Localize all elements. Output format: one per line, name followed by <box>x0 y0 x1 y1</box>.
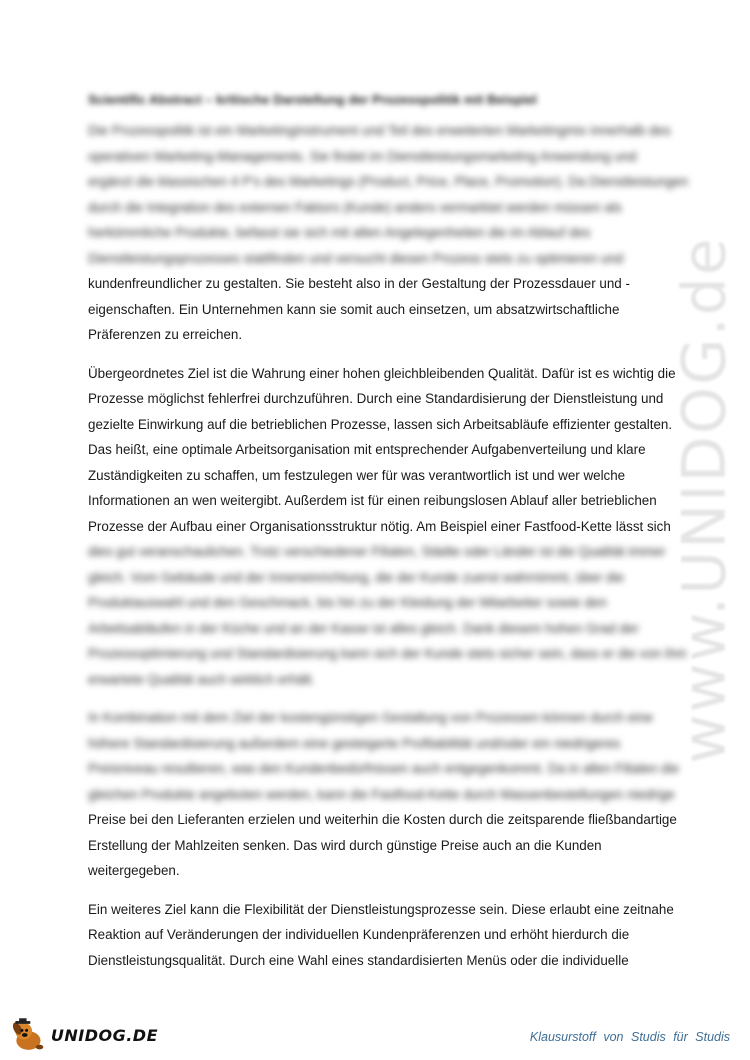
blurred-text-line: operativen Marketing-Managements. Sie findet im Dienstleistungsmarketing Anwendung und <box>88 148 637 164</box>
blurred-text-line: gleichen Produkte angeboten werden, kann die Fastfood-Kette durch Massenbestellungen niedrige <box>88 786 675 802</box>
blurred-text-line: Arbeitsabläufen in der Küche und an der Kasse ist alles gleich. Dank diesem hohen Grad der <box>88 620 639 636</box>
blurred-text-line: ergänzt die klassischen 4 P's des Marketings (Product, Price, Place, Promotion). Da Dienstleistungen <box>88 174 689 189</box>
text-line: gezielte Einwirkung auf die betrieblichen Prozesse, lassen sich Arbeitsabläufe effizienter gestalten. <box>88 416 673 432</box>
text-line: Erstellung der Mahlzeiten senken. Das wird durch günstige Preise auch an die Kunden <box>88 837 602 853</box>
text-line: Das heißt, eine optimale Arbeitsorganisation mit entsprechender Aufgabenverteilung und klare <box>88 442 646 457</box>
blurred-text-line: Prozessoptimierung und Standardisierung kann sich der Kunde stets sicher sein, dass er die von ihm <box>88 646 687 661</box>
blurred-text-line: Dienstleistungsprozesses stattfinden und versucht diesen Prozess stets zu optimieren und <box>88 250 624 266</box>
text-line: Prozesse möglichst fehlerfrei durchzuführen. Durch eine Standardisierung der Dienstleistung und <box>88 391 664 406</box>
text-line: Präferenzen zu erreichen. <box>88 327 243 342</box>
text-line: Reaktion auf Veränderungen der individuellen Kundenpräferenzen und erhöht hierdurch die <box>88 927 630 942</box>
text-line: Zuständigkeiten zu schaffen, um festzulegen wer für was verantwortlich ist und wer welche <box>88 467 626 483</box>
text-line: eigenschaften. Ein Unternehmen kann sie somit auch einsetzen, um absatzwirtschaftliche <box>88 301 620 317</box>
blurred-text-line: herkömmliche Produkte, befasst sie sich mit allen Angelegenheiten die im Ablauf des <box>88 225 591 240</box>
footer-tagline: Klausurstoff von Studis für Studis <box>529 1030 730 1044</box>
blurred-text-line: Produktauswahl und den Geschmack, bis hin zu der Kleidung der Mitarbeiter sowie den <box>88 595 607 610</box>
paragraphs-container <box>88 118 689 973</box>
logo-text: UNIDOG.DE <box>50 1025 158 1045</box>
text-line: Übergeordnetes Ziel ist die Wahrung einer hohen gleichbleibenden Qualität. Dafür ist es wichtig die <box>88 365 676 381</box>
text-line: Prozesse der Aufbau einer Organisationsstruktur nötig. Am Beispiel einer Fastfood-Kette lässt sich <box>88 518 671 534</box>
text-line: Dienstleistungsqualität. Durch eine Wahl eines standardisierten Menüs oder die individuelle <box>88 952 629 968</box>
watermark-text: www.UNIDOG.de <box>670 236 740 764</box>
blurred-text-line: dies gut veranschaulichen. Trotz verschiedener Filialen, Städte oder Länder ist die Qualität immer <box>88 544 666 559</box>
watermark <box>665 236 745 764</box>
blurred-text-line: Preisniveau resultieren, was den Kundenbedürfnissen auch entgegenkommt. Da in allen Filialen die <box>88 761 680 776</box>
text-line: kundenfreundlicher zu gestalten. Sie besteht also in der Gestaltung der Prozessdauer und - <box>88 276 630 291</box>
paragraph <box>88 118 689 348</box>
paragraph <box>88 705 680 884</box>
blurred-text-line: In Kombination mit dem Ziel der kostengünstigen Gestaltung von Prozessen können durch eine <box>88 710 653 725</box>
blurred-text-line: gleich. Vom Gebäude und der Inneneinrichtung, die der Kunde zuerst wahrnimmt, über die <box>88 569 624 585</box>
blurred-text-line: Die Prozesspolitik ist ein Marketinginstrument und Teil des erweiterten Marketingmix innerhalb des <box>88 123 671 138</box>
blurred-text-line: durch die Integration des externen Faktors (Kunde) anders vermarktet werden müssen als <box>88 199 622 215</box>
document-body <box>88 90 689 986</box>
paragraph <box>88 361 687 693</box>
blurred-text-line: erwartete Qualität auch wirklich erhält. <box>88 671 315 687</box>
document-title: Scientific Abstract – kritische Darstellung der Prozesspolitik mit Beispiel <box>88 92 537 107</box>
text-line: Informationen an wen weitergibt. Außerdem ist für einen reibungslosen Ablauf aller betrieblichen <box>88 493 657 508</box>
unidog-logo <box>8 1015 158 1055</box>
blurred-text-line: höhere Standardisierung außerdem eine gesteigerte Profitabilität und/oder ein niedrigeres <box>88 735 621 751</box>
paragraph <box>88 897 674 974</box>
text-line: Preise bei den Lieferanten erzielen und weiterhin die Kosten durch die zeitsparende fließbandartige <box>88 812 677 827</box>
text-line: Ein weiteres Ziel kann die Flexibilität der Dienstleistungsprozesse sein. Diese erlaubt eine zeitnahe <box>88 901 674 917</box>
text-line: weitergegeben. <box>88 863 180 878</box>
dog-mascot-icon <box>8 1015 49 1055</box>
